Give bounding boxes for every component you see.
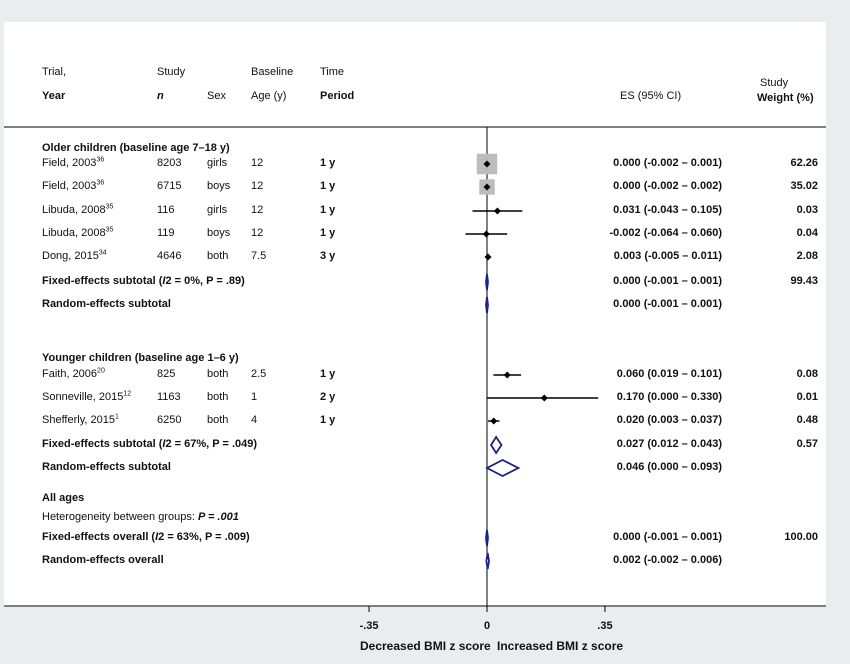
header-period: Period <box>320 90 355 102</box>
study-ci: 0.170 (0.000 – 0.330) <box>616 391 722 403</box>
subtotal-label: Random-effects subtotal <box>42 461 171 473</box>
group-older-heading: Older children (baseline age 7–18 y) <box>42 142 230 154</box>
study-point-estimate <box>541 395 548 402</box>
study-ci: 0.003 (-0.005 – 0.011) <box>613 250 722 262</box>
header-sex: Sex <box>207 90 226 102</box>
study-name-text: Sonneville, 2015 <box>42 391 124 403</box>
study-age: 12 <box>251 227 264 239</box>
x-axis-label-increased: Increased BMI z score <box>497 639 624 653</box>
study-age: 7.5 <box>251 250 267 262</box>
subtotal-p: P = .89) <box>206 275 245 287</box>
subtotal-prefix: Fixed-effects subtotal ( <box>42 275 163 287</box>
study-ci: 0.031 (-0.043 – 0.105) <box>613 204 722 216</box>
subtotal-prefix: Fixed-effects subtotal ( <box>42 438 163 450</box>
study-point-estimate <box>485 254 492 261</box>
subtotal-ci: 0.000 (-0.001 – 0.001) <box>613 275 722 287</box>
x-tick-label-neg35: -.35 <box>359 620 379 632</box>
subtotal-i2: I <box>162 275 166 287</box>
subtotal-p: P = .049) <box>212 438 258 450</box>
subtotal-ci: 0.046 (0.000 – 0.093) <box>616 461 722 473</box>
header-trial: Trial, <box>42 66 67 78</box>
subtotal-stat: 2 = 0%, <box>165 275 207 287</box>
study-age: 12 <box>251 180 264 192</box>
header-baseline: Baseline <box>251 66 294 78</box>
subtotal-i2: I <box>155 531 159 543</box>
study-weight: 35.02 <box>790 180 818 192</box>
study-n: 1163 <box>157 391 181 403</box>
study-point-estimate <box>490 418 497 425</box>
study-sex: both <box>207 368 229 380</box>
study-ci: 0.060 (0.019 – 0.101) <box>616 368 722 380</box>
study-sex: girls <box>207 157 228 169</box>
study-n: 4646 <box>157 250 182 262</box>
header-es: ES (95% CI) <box>620 90 682 102</box>
subtotal-i2: I <box>162 438 166 450</box>
study-name-text: Field, 2003 <box>42 180 97 192</box>
header-study: Study <box>157 66 186 78</box>
study-name-text: Dong, 2015 <box>42 250 99 262</box>
study-weight: 0.01 <box>796 391 818 403</box>
header-age: Age (y) <box>251 90 287 102</box>
header-n: n <box>157 90 164 102</box>
study-name-text: Libuda, 2008 <box>42 204 106 216</box>
x-tick-label-35: .35 <box>597 620 613 632</box>
header-time: Time <box>320 66 345 78</box>
study-age: 4 <box>251 414 258 426</box>
subtotal-ci: 0.002 (-0.002 – 0.006) <box>613 554 722 566</box>
study-n: 119 <box>157 227 175 239</box>
heterogeneity-p: P = .001 <box>197 511 239 523</box>
study-sex: boys <box>207 180 231 192</box>
study-reference: 34 <box>98 249 107 257</box>
study-sex: both <box>207 250 229 262</box>
study-period: 1 y <box>320 414 336 426</box>
study-ci: 0.000 (-0.002 – 0.001) <box>613 157 722 169</box>
x-tick-label-0: 0 <box>483 620 491 632</box>
study-period: 2 y <box>320 391 336 403</box>
study-age: 1 <box>251 391 258 403</box>
study-period: 1 y <box>320 157 336 169</box>
study-reference: 35 <box>105 226 114 234</box>
study-age: 12 <box>251 157 264 169</box>
study-n: 825 <box>157 368 176 380</box>
study-period: 3 y <box>320 250 336 262</box>
header-weight-line1: Study <box>760 77 789 89</box>
study-name-text: Shefferly, 2015 <box>42 414 115 426</box>
study-weight: 0.08 <box>796 368 818 380</box>
study-age: 12 <box>251 204 264 216</box>
study-n: 8203 <box>157 157 182 169</box>
study-ci: 0.000 (-0.002 – 0.002) <box>613 180 722 192</box>
study-reference: 20 <box>97 367 105 375</box>
study-sex: boys <box>207 227 231 239</box>
pooled-diamond <box>486 297 488 313</box>
study-weight: 2.08 <box>796 250 818 262</box>
study-sex: both <box>207 414 229 426</box>
study-period: 1 y <box>320 368 336 380</box>
study-name-text: Field, 2003 <box>42 157 97 169</box>
study-reference: 35 <box>105 203 114 211</box>
subtotal-ci: 0.000 (-0.001 – 0.001) <box>613 531 722 543</box>
subtotal-weight: 100.00 <box>784 531 818 543</box>
study-ci: 0.020 (0.003 – 0.037) <box>616 414 722 426</box>
study-reference: 12 <box>123 390 132 398</box>
subtotal-label: Random-effects subtotal <box>42 298 171 310</box>
subtotal-label: Random-effects overall <box>42 554 164 566</box>
study-weight: 0.03 <box>796 204 818 216</box>
study-ci: -0.002 (-0.064 – 0.060) <box>609 227 722 239</box>
header-year: Year <box>42 90 66 102</box>
study-sex: girls <box>207 204 228 216</box>
subtotal-prefix: Fixed-effects overall ( <box>42 531 156 543</box>
study-reference: 1 <box>114 413 119 421</box>
study-reference: 36 <box>96 156 105 164</box>
study-name-text: Libuda, 2008 <box>42 227 106 239</box>
study-weight: 0.48 <box>796 414 818 426</box>
study-period: 1 y <box>320 227 336 239</box>
study-age: 2.5 <box>251 368 267 380</box>
subtotal-weight: 0.57 <box>796 438 818 450</box>
study-point-estimate <box>504 372 511 379</box>
study-period: 1 y <box>320 204 336 216</box>
study-point-estimate <box>494 208 501 215</box>
study-n: 116 <box>157 204 175 216</box>
study-sex: both <box>207 391 229 403</box>
pooled-diamond <box>486 530 488 546</box>
subtotal-ci: 0.027 (0.012 – 0.043) <box>616 438 722 450</box>
pooled-diamond <box>486 274 488 290</box>
pooled-diamond <box>486 553 489 569</box>
pooled-diamond <box>491 437 501 453</box>
subtotal-ci: 0.000 (-0.001 – 0.001) <box>613 298 722 310</box>
study-point-estimate <box>483 231 490 238</box>
subtotal-weight: 99.43 <box>790 275 818 287</box>
pooled-diamond <box>487 460 518 476</box>
header-weight-line2: Weight (%) <box>757 92 814 104</box>
heterogeneity-label: Heterogeneity between groups: <box>42 511 195 523</box>
study-weight: 0.04 <box>796 227 818 239</box>
subtotal-stat: 2 = 63%, <box>158 531 205 543</box>
study-reference: 36 <box>96 179 105 187</box>
x-axis-label-decreased: Decreased BMI z score <box>360 639 491 653</box>
study-weight: 62.26 <box>790 157 818 169</box>
study-name-text: Faith, 2006 <box>42 368 98 380</box>
subtotal-stat: 2 = 67%, <box>165 438 213 450</box>
group-all-heading: All ages <box>42 492 85 504</box>
subtotal-p: P = .009) <box>204 531 250 543</box>
study-period: 1 y <box>320 180 336 192</box>
group-younger-heading: Younger children (baseline age 1–6 y) <box>42 352 239 364</box>
study-n: 6250 <box>157 414 182 426</box>
study-n: 6715 <box>157 180 182 192</box>
